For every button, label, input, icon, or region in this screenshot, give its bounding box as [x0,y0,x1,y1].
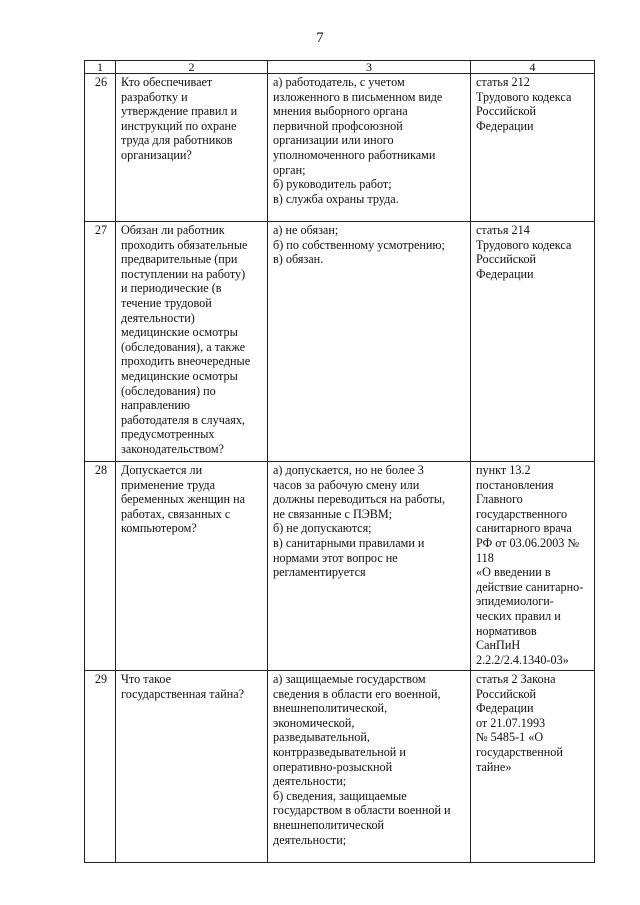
source-cell: статья 212 Трудового кодекса Российской Федерации [471,74,595,222]
column-header-answers: 3 [268,61,471,74]
table-header [85,61,595,74]
questions-table [84,60,595,863]
source-cell: статья 2 Закона Российской Федерации от 21.07.1993 № 5485-1 «О государственной тайне» [471,671,595,863]
question-cell: Обязан ли работник проходить обязательные предварительные (при поступлении на работу) и периодические (в течение трудовой деятельности) медицинские осмотры (обследования), а также проходить внеочередные медицинские осмотры (обследования) по направлению работодателя в случаях, предусмотренных законодательством? [116,222,268,462]
column-header-number: 1 [85,61,116,74]
table-row [85,462,595,671]
row-number: 26 [85,74,116,222]
answers-cell: а) защищаемые государством сведения в области его военной, внешнеполитической, экономической, разведывательной, контрразведывательной и оперативно-розыскной деятельности; б) сведения, защищаемые государством в области военной и внешнеполитической деятельности; [268,671,471,863]
row-number: 28 [85,462,116,671]
answers-cell: а) не обязан; б) по собственному усмотрению; в) обязан. [268,222,471,462]
row-number: 27 [85,222,116,462]
page-number: 7 [316,30,324,46]
column-header-question: 2 [116,61,268,74]
answers-cell: а) работодатель, с учетом изложенного в письменном виде мнения выборного органа первичной профсоюзной организации или иного уполномоченного работниками орган; б) руководитель работ; в) служба охраны труда. [268,74,471,222]
table-row [85,222,595,462]
table-row [85,671,595,863]
table-row [85,74,595,222]
question-cell: Допускается ли применение труда беременных женщин на работах, связанных с компьютером? [116,462,268,671]
column-header-source: 4 [471,61,595,74]
question-cell: Кто обеспечивает разработку и утверждение правил и инструкций по охране труда для работников организации? [116,74,268,222]
question-cell: Что такое государственная тайна? [116,671,268,863]
answers-cell: а) допускается, но не более 3 часов за рабочую смену или должны переводиться на работы, не связанные с ПЭВМ; б) не допускаются; в) санитарными правилами и нормами этот вопрос не регламентируется [268,462,471,671]
row-number: 29 [85,671,116,863]
source-cell: пункт 13.2 постановления Главного государственного санитарного врача РФ от 03.06.2003 № 118 «О введении в действие санитарно- эпидемиологи- ческих правил и нормативов СанПиН 2.2.2/2.4.1340-03» [471,462,595,671]
source-cell: статья 214 Трудового кодекса Российской Федерации [471,222,595,462]
table-header-row [85,61,595,74]
